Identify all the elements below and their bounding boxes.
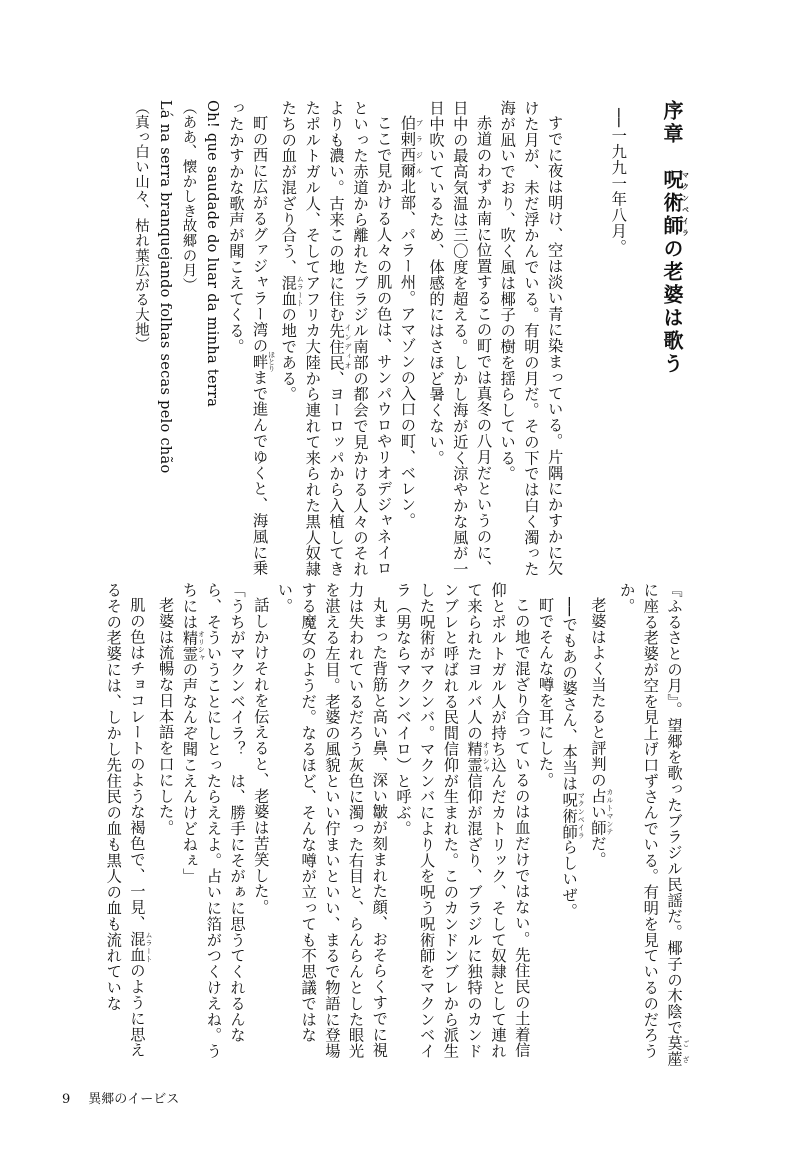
page-number: 9	[62, 1092, 71, 1107]
macumbeira-ruby-base: 呪術師	[560, 791, 579, 840]
paragraph-b8	[177, 582, 248, 1072]
paragraph-b3-text-a: ──でもあの婆さん、本当は	[560, 597, 579, 792]
paragraph-b5-text-b: 信仰が混ざり、ブラジルに独特のカンドンブレと呼ばれる民間信仰が生まれた。このカンドンブレから派生した呪術がマクンバ。マクンバにより人を呪う呪術師をマクンベイラ（男ならマクンベイロ）と呼ぶ。	[393, 582, 484, 1060]
paragraph-b1-text-c: に座る老婆が空を見上げ口ずさんでいる。有明を見ているのだろうか。	[617, 582, 660, 1059]
mulato-ruby-reading: ムラート	[296, 274, 305, 307]
paragraph-b9: 老婆は流暢な日本語を口にした。	[156, 597, 175, 836]
paragraph-b1	[614, 582, 690, 1072]
song-line-1: Oh! que saudade do luar da minha terra	[204, 100, 221, 408]
chapter-label: 序章	[660, 100, 684, 146]
book-title: 異郷のイービス	[88, 1092, 180, 1107]
paragraph-3	[395, 100, 424, 580]
chapter-title	[659, 100, 690, 376]
paragraph-b4: 町でそんな噂を耳にした。	[536, 597, 555, 789]
indio-ruby-reading: インディオ	[343, 322, 352, 371]
macumbeira-ruby-reading: マクンベイラ	[577, 791, 586, 840]
goza-ruby-reading: ござ	[682, 1035, 690, 1068]
paragraph-b8-text-a: 「うちがマクンベイラ？ は、勝手にそがぁに思うてくれるんなら、そういうことにしとったらええよ。占いに箔がつくけえね。うちには	[180, 582, 247, 1059]
orisha-ruby-base: 精霊	[465, 741, 484, 773]
chapter-title-ruby-reading: マクンベイラ	[681, 169, 691, 238]
paragraph-5-text-a: 町の西に広がるグァジャラー湾の	[250, 115, 269, 354]
orisha2-ruby-reading: オリシャ	[197, 629, 206, 662]
orisha2-ruby-base: 精霊	[180, 629, 199, 662]
paragraph-b2-text-b: だ。	[588, 835, 607, 868]
paragraph-4	[276, 100, 395, 580]
paragraph-3-text: 北部、パラー州。アマゾンの入口の町、ベレン。	[398, 178, 417, 529]
mulato-ruby-base: 混血	[279, 274, 298, 307]
hotori-ruby-reading: ほとり	[267, 351, 276, 373]
paragraph-b2	[585, 582, 614, 1072]
paragraph-b10-text-b: のように思えるその老婆には、しかし先住民の血も黒人の血も流れていな	[104, 582, 146, 1059]
paragraph-2: 赤道のわずか南に位置するこの町では真冬の八月だというのに、日中の最高気温は三〇度を超える。しかし海が近く涼やかな風が一日中吹いているため、体感的にはさほど暑くない。	[427, 100, 493, 577]
goza-ruby-base: 茣蓙	[665, 1035, 683, 1068]
paragraph-5	[223, 100, 275, 580]
paragraph-b3-text-b: らしいぜ。	[560, 839, 579, 920]
paragraph-b7: 話しかけそれを伝えると、老婆は苦笑した。	[251, 597, 270, 916]
chapter-title-rest: の老婆は歌う	[660, 238, 684, 376]
page-footer	[62, 1088, 179, 1107]
top-text-block	[133, 100, 691, 580]
song-line-1-translation: （ああ、懐かしき故郷の月）	[180, 100, 197, 293]
paragraph-b2-text-a: 老婆はよく当たると評判の	[588, 597, 607, 789]
paragraph-5-text-b: まで進んでゆくと、海風に乗ったかすかな歌声が聞こえてくる。	[226, 100, 269, 577]
paragraph-1: すでに夜は明け、空は淡い青に染まっている。片隅にかすかに欠けた月が、未だ浮かんでいる。有明の月だ。その下では白く濁った海が凪いでおり、吹く風は椰子の樹を揺らしている。	[498, 100, 564, 577]
paragraph-4-text-a: ここで見かける人々の肌の色は、サンパウロやリオデジャネイロといった赤道から離れたブラジル南部の都会で見かける人々のそれよりも濃い。古来この地に住む	[326, 100, 393, 577]
song-line-2: Lá na serra branquejando folhas secas pelo chão	[156, 100, 173, 474]
orisha-ruby-reading: オリシャ	[482, 741, 491, 773]
paragraph-4-text-c: の地である。	[279, 306, 298, 403]
chapter-title-ruby-base: 呪術師	[660, 169, 684, 238]
paragraph-b10	[101, 582, 153, 1072]
hotori-ruby-base: 畔	[250, 351, 269, 373]
fortune-teller-ruby-base: 占い師	[588, 788, 607, 836]
dateline: ──一九九一年八月。	[609, 107, 628, 255]
mulato2-ruby-base: 混血	[127, 931, 146, 964]
paragraph-b5-text-a: この地で混ざり合っているのは血だけではない。先住民の土着信仰とポルトガル人が持ち込んだカトリック、そして奴隷として連れて来られたヨルバ人の	[465, 582, 531, 1059]
indio-ruby-base: 先住民	[326, 322, 345, 371]
paragraph-b8-text-b: の声なんぞ聞こえんけどねぇ」	[180, 661, 199, 885]
paragraph-b5	[390, 582, 533, 1072]
mulato2-ruby-reading: ムラート	[144, 931, 153, 963]
paragraph-b6: 丸まった背筋と高い鼻、深い皺が刻まれた顔、おそらくすでに視力は失われているだろう灰色に濁った右目と、らんらんとした眼光を湛える左目。老婆の風貌といい佇まいといい、まるで物語に登場する魔女のようだ。なるほど、そんな噂が立っても不思議ではない。	[275, 582, 389, 1059]
paragraph-4-text-b: 、ヨーロッパから入植してきたポルトガル人、そしてアフリカ大陸から連れて来られた黒人奴隷たちの血が混ざり合う、	[279, 100, 345, 578]
paragraph-b1-text-b: 椰子の木陰で	[665, 940, 683, 1036]
brazil-ruby-base: 伯剌西爾	[398, 115, 417, 179]
paragraph-b10-text-a: 肌の色はチョコレートのような褐色で、一見、	[127, 597, 146, 932]
bottom-text-block	[100, 582, 690, 1072]
brazil-ruby-reading: ブラジル	[415, 115, 424, 179]
paragraph-b3	[556, 582, 585, 1072]
paragraph-b1-text-a: 『ふるさとの月』。望郷を歌ったブラジル民謡だ。	[665, 582, 683, 941]
song-line-2-translation: （真っ白い山々、枯れ葉広がる大地）	[133, 100, 150, 352]
fortune-teller-ruby-reading: カルトマンテ	[605, 788, 614, 836]
